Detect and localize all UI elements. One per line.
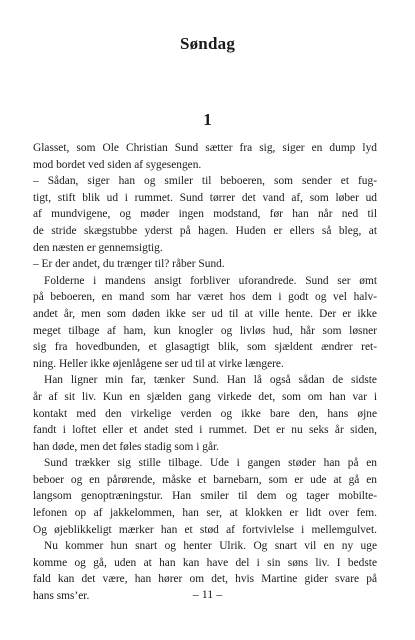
text-line: Glasset, som Ole Christian Sund sætter fra sig, siger en dump lyd [33,142,377,154]
text-line: Folderne i mandens ansigt forbliver uforandrede. Sund ser ømt [44,274,377,287]
text-line: langsom genoptræningstur. Han smiler til dem og tager mobilte- [33,490,377,503]
text-line: mod bordet ved siden af sygesengen. [33,158,202,171]
text-line: Sund trækker sig stille tilbage. Ude i gangen støder han på en [44,457,377,470]
text-line: ning. Heller ikke øjenlågene ser ud til at virke længere. [33,357,284,370]
text-line: på beboeren, en mand som har været hos dem i godt og vel halv- [33,291,377,304]
text-line: år af sit liv. Kun en sjælden gang virkede det, som om han var i [33,390,377,403]
section-number: 1 [203,110,212,129]
text-line: han døde, men det føles stadig som i går. [33,440,220,453]
text-line: beboer og en pårørende, måske et barnebarn, som er ude at gå en [33,473,377,486]
page-number: – 11 – [192,587,223,601]
text-line: fald kan det være, han hører om det, hvis Martine gider svare på [33,573,377,586]
text-line: tigt, stift blik ud i rummet. Sund tørrer det vand af, som løber ud [33,191,377,204]
text-line: komme og gå, uden at han kan have del i sin søns liv. I bedste [33,556,377,569]
text-line: hans sms’er. [33,590,90,603]
text-line: kontakt med den virkelige verden og ikke bare den, hans øjne [33,407,377,420]
text-line: – Sådan, siger han og smiler til beboeren, som sender et fug- [33,175,377,188]
body-text [33,140,377,605]
text-line: Og øjeblikkeligt mærker han et stød af fortvivlelse i mellemgulvet. [33,523,377,536]
text-line: den næsten er gennemsigtig. [33,241,163,254]
text-line: Nu kommer hun snart og henter Ulrik. Og snart vil en ny uge [44,540,377,553]
text-line: fandt i loftet eller et andet sted i rummet. Det er nu seks år siden, [33,424,377,437]
text-line: Han ligner min far, tænker Sund. Han lå også sådan de sidste [44,374,377,387]
text-line: – Er der andet, du trænger til? råber Sund. [33,258,225,271]
chapter-title: Søndag [179,34,236,53]
text-line: sig fra hovedbunden, et glasagtigt blik, som sjældent ændrer ret- [33,341,377,354]
text-line: de stride skægstubbe yderst på hagen. Huden er ellers så bleg, at [33,224,377,237]
text-line: af mundvigene, og møder ingen modstand, før han når ned til [33,208,377,221]
text-line: andet år, men som døden ikke ser ud til at ville hente. Der er ikke [33,307,377,320]
text-line: meget tilbage af ham, kun knogler og livløs hud, hår som løsner [33,324,377,337]
text-line: lefonen op af jakkelommen, han ser, at klokken er lidt over fem. [33,507,377,520]
